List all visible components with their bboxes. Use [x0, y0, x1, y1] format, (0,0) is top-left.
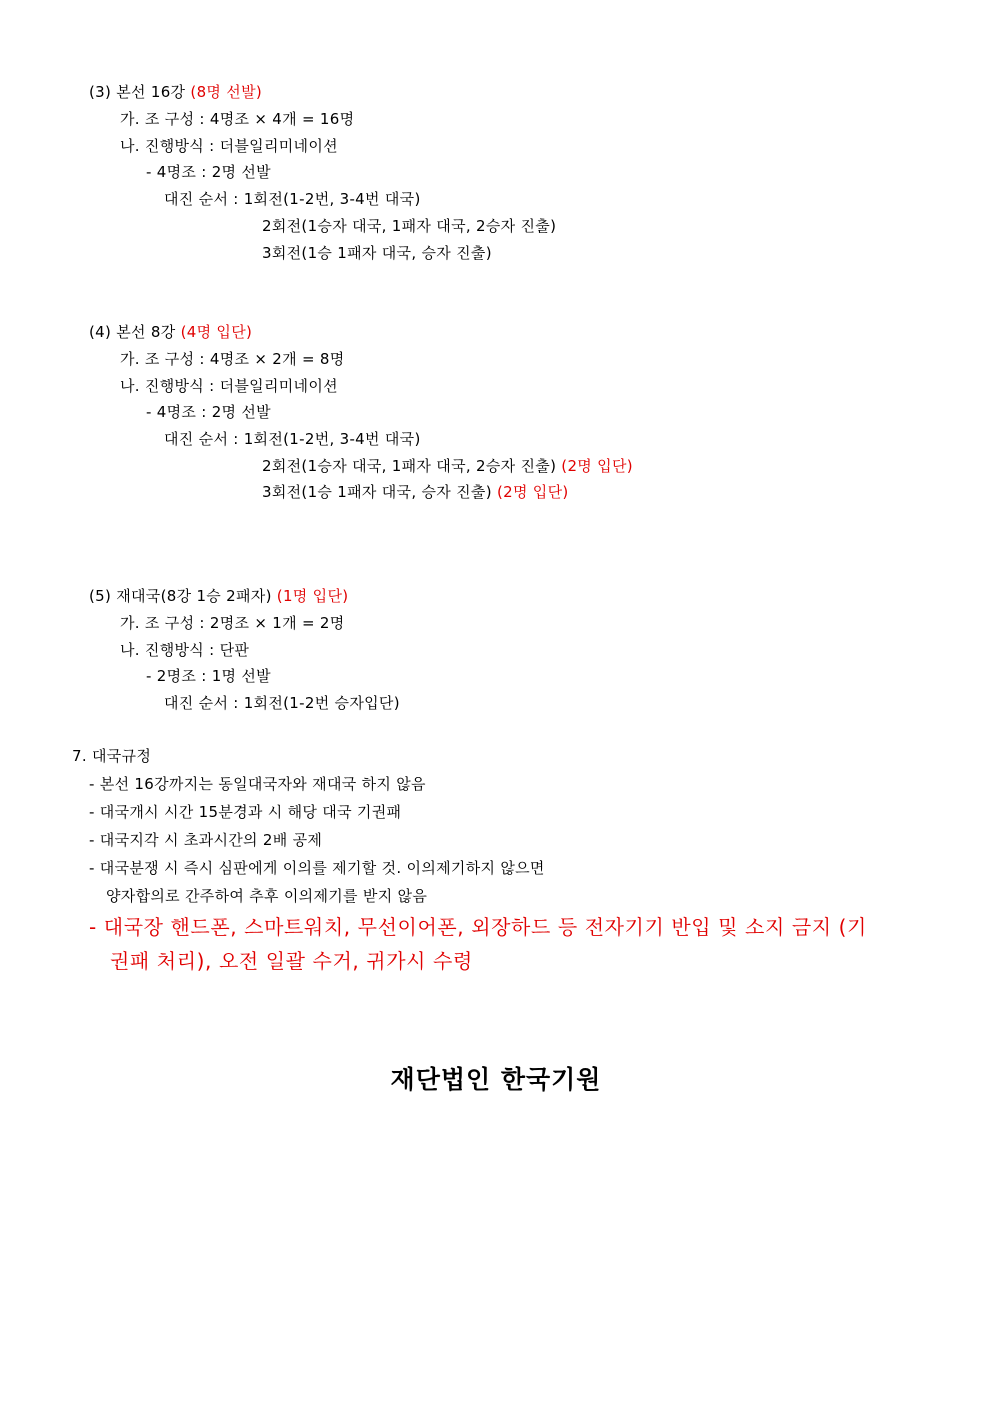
sec4-item-a: 가. 조 구성 : 4명조 × 2개 = 8명: [120, 350, 345, 368]
sec3-item-b: 나. 진행방식 : 더블일리미네이션: [120, 137, 338, 155]
sec4-heading-line: [89, 322, 252, 342]
sec5-order-1: 대진 순서 : 1회전(1-2번 승자입단): [164, 694, 400, 712]
sec5-item-c: - 2명조 : 1명 선발: [146, 667, 271, 685]
sec3-order-2: 2회전(1승자 대국, 1패자 대국, 2승자 진출): [262, 217, 557, 235]
sec7-rule-5: - 대국장 핸드폰, 스마트워치, 무선이어폰, 외장하드 등 전자기기 반입 및 소지 금지 (기: [89, 915, 867, 939]
organization-name: 재단법인 한국기원: [390, 1065, 602, 1094]
sec7-rule-5-cont: 권패 처리), 오전 일괄 수거, 귀가시 수령: [110, 949, 473, 973]
sec7-rule-3: - 대국지각 시 초과시간의 2배 공제: [89, 831, 323, 849]
sec3-item-c: - 4명조 : 2명 선발: [146, 163, 271, 181]
sec3-order-3: 3회전(1승 1패자 대국, 승자 진출): [262, 244, 492, 262]
sec7-rule-1: - 본선 16강까지는 동일대국자와 재대국 하지 않음: [89, 775, 426, 793]
sec4-order-3-line: [262, 482, 569, 502]
sec3-item-a: 가. 조 구성 : 4명조 × 4개 = 16명: [120, 110, 355, 128]
sec5-item-a: 가. 조 구성 : 2명조 × 1개 = 2명: [120, 614, 345, 632]
sec5-item-b: 나. 진행방식 : 단판: [120, 641, 250, 659]
sec7-rule-2: - 대국개시 시간 15분경과 시 해당 대국 기권패: [89, 803, 402, 821]
sec5-heading-note: (1명 입단): [276, 587, 349, 605]
sec4-heading-note: (4명 입단): [180, 323, 253, 341]
sec5-heading-line: [89, 586, 348, 606]
sec4-heading: (4) 본선 8강: [89, 323, 176, 341]
sec4-item-b: 나. 진행방식 : 더블일리미네이션: [120, 377, 338, 395]
sec3-heading: (3) 본선 16강: [89, 83, 186, 101]
sec4-item-c: - 4명조 : 2명 선발: [146, 403, 271, 421]
sec3-heading-note: (8명 선발): [190, 83, 263, 101]
sec4-order-2-note: (2명 입단): [561, 457, 633, 475]
sec5-heading: (5) 재대국(8강 1승 2패자): [89, 587, 272, 605]
sec4-order-3: 3회전(1승 1패자 대국, 승자 진출): [262, 483, 492, 501]
sec7-rule-4: - 대국분쟁 시 즉시 심판에게 이의를 제기할 것. 이의제기하지 않으면: [89, 859, 545, 877]
sec4-order-3-note: (2명 입단): [496, 483, 569, 501]
sec4-order-1: 대진 순서 : 1회전(1-2번, 3-4번 대국): [164, 430, 421, 448]
sec3-order-1: 대진 순서 : 1회전(1-2번, 3-4번 대국): [164, 190, 421, 208]
sec7-rule-4-cont: 양자합의로 간주하여 추후 이의제기를 받지 않음: [106, 887, 428, 905]
sec7-heading: 7. 대국규정: [72, 747, 152, 765]
sec4-order-2: 2회전(1승자 대국, 1패자 대국, 2승자 진출): [262, 457, 557, 475]
sec3-heading-line: [89, 82, 262, 102]
sec4-order-2-line: [262, 456, 633, 476]
